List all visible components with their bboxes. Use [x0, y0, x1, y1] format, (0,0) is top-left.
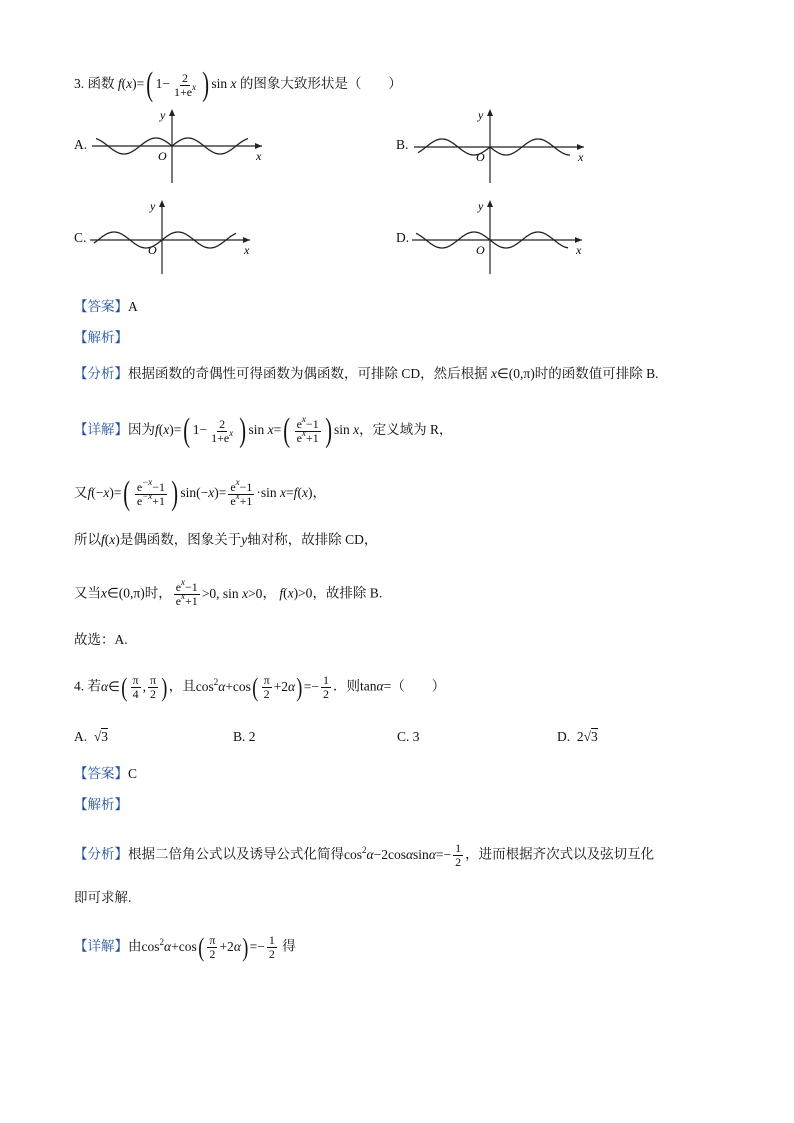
y-axis-label: y: [478, 199, 484, 213]
q4-xiangjie-1: 【详解】由$\cos^2\alpha+\cos$( $\frac{\pi}{2}$ +2α)=− $\frac{1}{2}$ 得: [74, 932, 296, 962]
origin-label: O: [148, 243, 157, 257]
q4-answer-line: 【答案】C: [74, 766, 138, 781]
q3-xiangjie-3: 所以f(x)是偶函数，图象关于y轴对称，故排除 CD，: [74, 532, 378, 547]
q4-stem: 4. 若α∈( $\frac{\pi}{4}$ , $\frac{\pi}{2}$ )，且$\cos^2\alpha+\cos$( $\frac{\pi}{2}$ +2α)=− $\frac{1}{2}$ ．则tanα=（ ）: [74, 672, 446, 702]
q3-option-c-graph: [88, 198, 258, 276]
q3-option-d-graph: [410, 198, 590, 276]
q3-option-b-label: B.: [396, 137, 409, 152]
q3-answer-line: [74, 297, 138, 317]
q3-fenxi: 【分析】根据函数的奇偶性可得函数为偶函数，可排除 CD，然后根据 x∈(0,π)时的函数值可排除 B.: [74, 366, 659, 381]
q3-xiangjie-2: 又f(−x)=( $\frac{e^{-x}-1}{e^{-x}+1}$ ) sin(−x)= $\frac{e^x-1}{e^x+1}$ ·sin x=f(x)，: [74, 475, 326, 512]
x-axis-label: x: [578, 150, 584, 164]
x-axis-label: x: [244, 243, 250, 257]
q3-answer: A: [128, 299, 138, 314]
q4-option-d: D. 2√3: [557, 729, 598, 744]
q3-option-b-graph: [412, 107, 592, 185]
q3-analysis-tag: 【解析】: [74, 330, 128, 345]
x-axis-label: x: [576, 243, 582, 257]
x-axis-label: x: [256, 149, 262, 163]
y-axis-arrow: [487, 200, 493, 207]
q3-stem: [74, 68, 402, 102]
q4-number: 4.: [74, 678, 85, 694]
q3-option-a-graph: [90, 107, 270, 185]
q3-xiangjie-4: 又当x∈(0,π)时， $\frac{e^x-1}{e^x+1}$ >0, sin x>0， f(x)>0，故排除 B.: [74, 577, 383, 608]
y-axis-label: y: [478, 108, 484, 122]
q3-option-d-label: D.: [396, 230, 410, 245]
origin-label: O: [476, 243, 485, 257]
origin-label: O: [476, 150, 485, 164]
origin-label: O: [158, 149, 167, 163]
q3-xiangjie-1: 【详解】因为f(x)=( 1− $\frac{2}{1+e^x}$ ) sin x=( $\frac{e^x-1}{e^x+1}$ ) sin x，定义域为 R，: [74, 412, 453, 449]
q4-option-b: B. 2: [233, 729, 256, 744]
q3-stem-prefix: 函数: [87, 76, 115, 92]
q3-function-expr: f(x)=( 1− $\frac{2}{1+e^x}$ ) sin x: [117, 66, 237, 103]
q4-option-a: A. √3: [74, 729, 109, 744]
y-axis-arrow: [487, 109, 493, 116]
y-axis-label: y: [160, 108, 166, 122]
q4-option-c: C. 3: [397, 729, 420, 744]
y-axis-arrow: [159, 200, 165, 207]
q3-number: 3.: [74, 76, 85, 92]
q4-answer: C: [128, 766, 138, 781]
q3-stem-suffix: 的图象大致形状是（ ）: [239, 76, 402, 92]
q3-option-c-label: C.: [74, 230, 87, 245]
y-axis-arrow: [169, 109, 175, 116]
q3-conclusion: 故选：A.: [74, 632, 128, 647]
y-axis-label: y: [150, 199, 156, 213]
q4-analysis-tag: 【解析】: [74, 797, 128, 812]
q3-answer-tag: 【答案】: [74, 299, 128, 314]
q4-fenxi-1: 【分析】根据二倍角公式以及诱导公式化简得$\cos^2\alpha-2\cos\alpha\sin\alpha=-$ $\frac{1}{2}$ ，进而根据齐次式以及弦切互化: [74, 841, 655, 869]
q3-option-a-label: A.: [74, 137, 88, 152]
q4-fenxi-2: 即可求解.: [74, 890, 132, 905]
